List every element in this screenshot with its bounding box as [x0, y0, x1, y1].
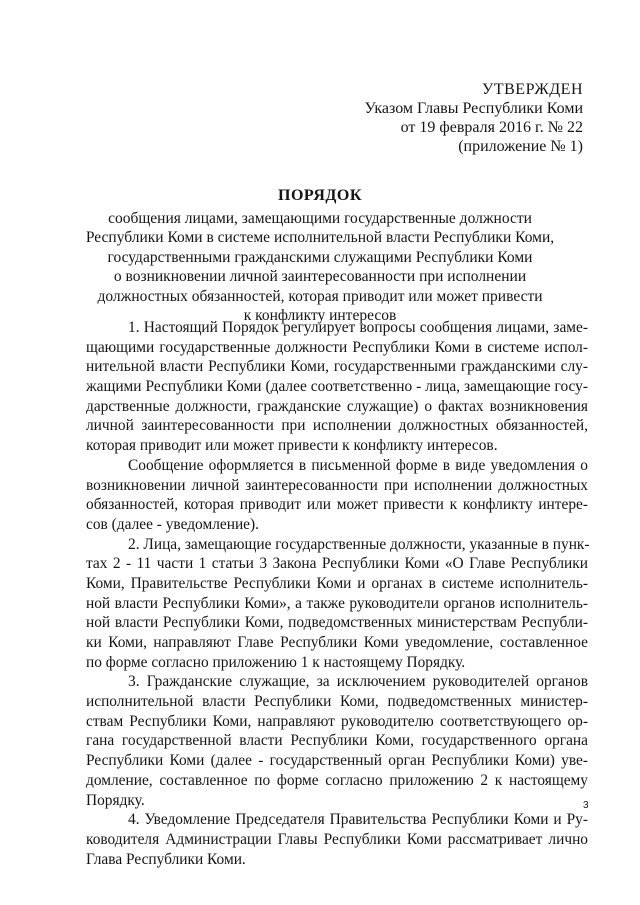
document-title: ПОРЯДОК [278, 187, 362, 204]
approval-title: УТВЕРЖДЕН [482, 81, 583, 98]
text-line: по форме согласно приложению 1 к настоящему Порядку. [86, 653, 466, 671]
text-line: ной власти Республики Коми, подведомственных министерствам Республи- [86, 614, 588, 632]
text-line: личной заинтересованности при исполнении должностных обязанностей, [86, 417, 588, 435]
paragraph-4 [86, 810, 588, 869]
text-line: дарственные должности, гражданские служащие) о фактах возникновения [86, 397, 588, 415]
heading-line: государственными гражданскими служащими Республики Коми [107, 248, 533, 266]
text-line: Коми, Правительстве Республики Коми и органах в системе исполнитель- [86, 574, 588, 592]
text-line: гана государственной власти Республики Коми, государственного органа [86, 732, 588, 750]
text-line: нительной власти Республики Коми, государственными гражданскими слу- [86, 358, 588, 376]
text-line: тах 2 - 11 части 1 статьи 3 Закона Республики Коми «О Главе Республики [86, 555, 588, 573]
text-line: Сообщение оформляется в письменной форме в виде уведомления о [128, 456, 588, 474]
text-line: сов (далее - уведомление). [86, 515, 259, 533]
page-number: 3 [583, 800, 589, 811]
text-line: исполнительной власти Республики Коми, подведомственных министер- [86, 693, 588, 711]
text-line: ной власти Республики Коми», а также руководители органов исполнитель- [86, 594, 588, 612]
text-line: щающими государственные должности Республики Коми в системе испол- [86, 338, 588, 356]
approval-decree: Указом Главы Республики Коми [364, 100, 583, 117]
heading-line: должностных обязанностей, которая приводит или может привести [97, 287, 543, 305]
text-line: обязанностей, которая приводит или может привести к конфликту интере- [86, 496, 588, 514]
text-line: ководителя Администрации Главы Республики Коми рассматривает лично [86, 830, 588, 848]
paragraph-3 [86, 672, 588, 810]
paragraph-1 [86, 318, 588, 456]
paragraph-notification [86, 456, 588, 535]
text-line: Республики Коми (далее - государственный орган Республики Коми) уве- [86, 752, 588, 770]
text-line: 1. Настоящий Порядок регулирует вопросы сообщения лицами, заме- [128, 319, 588, 336]
heading-line: Республики Коми в системе исполнительной власти Республики Коми, [85, 229, 555, 247]
document-body [86, 318, 588, 869]
text-line: которая приводит или может привести к конфликту интересов. [86, 437, 498, 455]
text-line: 2. Лица, замещающие государственные должности, указанные в пунк- [128, 535, 590, 553]
text-line: ки Коми, направляют Главе Республики Коми уведомление, составленное [86, 634, 588, 651]
heading-line: к конфликту интересов [243, 307, 397, 325]
text-line: ствам Республики Коми, направляют руководителю соответствующего ор- [86, 712, 588, 730]
text-line: 4. Уведомление Председателя Правительства Республики Коми и Ру- [128, 811, 588, 829]
document-heading [70, 186, 570, 325]
text-line: Глава Республики Коми. [86, 850, 246, 868]
approval-appendix: (приложение № 1) [458, 138, 583, 155]
text-line: возникновении личной заинтересованности при исполнении должностных [86, 476, 588, 494]
text-line: домление, составленное по форме согласно приложению 2 к настоящему [86, 771, 588, 789]
text-line: Порядку. [86, 791, 145, 809]
text-line: жащими Республики Коми (далее соответственно - лица, замещающие госу- [86, 378, 588, 396]
approval-date: от 19 февраля 2016 г. № 22 [400, 119, 583, 136]
heading-line: сообщения лицами, замещающими государственные должности [108, 210, 532, 227]
text-line: 3. Гражданские служащие, за исключением руководителей органов [128, 673, 588, 691]
heading-line: о возникновении личной заинтересованности при исполнении [113, 268, 527, 286]
paragraph-2 [86, 535, 588, 673]
approval-stamp [364, 80, 583, 156]
